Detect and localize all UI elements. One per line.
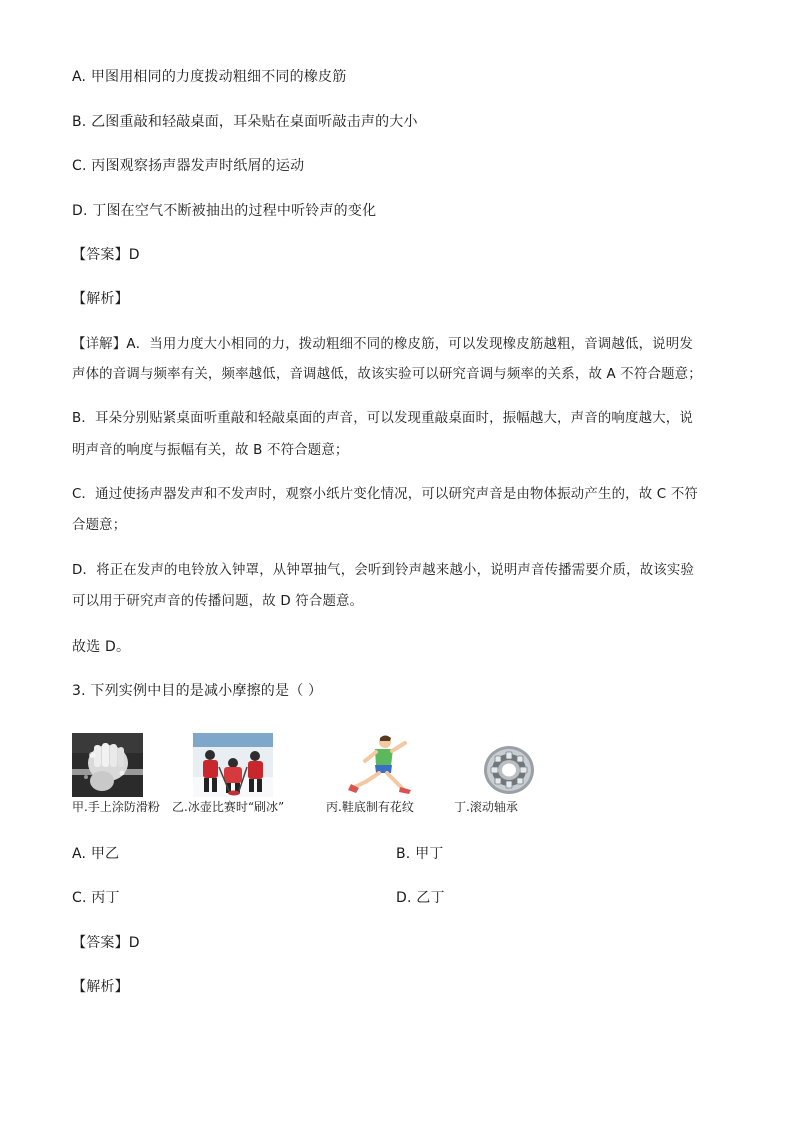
q3-stem: 3. 下列实例中目的是减小摩擦的是（ ） xyxy=(72,683,323,699)
q2-conclusion: 故选 D。 xyxy=(72,639,131,655)
bearing-image xyxy=(482,744,536,796)
q3-option-c: C. 丙丁 xyxy=(72,890,120,906)
curling-image xyxy=(193,733,273,797)
q3-option-d: D. 乙丁 xyxy=(396,890,445,906)
q2-answer: 【答案】D xyxy=(72,247,140,263)
q2-detail-a-line1: 【详解】A．当用力度大小相同的力，拨动粗细不同的橡皮筋，可以发现橡皮筋越粗，音调越低，说明发 xyxy=(72,337,693,352)
q3-analysis-label: 【解析】 xyxy=(72,979,129,995)
caption-bing: 丙.鞋底制有花纹 xyxy=(326,800,414,814)
q2-detail-c-line2: 合题意； xyxy=(72,518,127,533)
caption-jia: 甲.手上涂防滑粉 xyxy=(72,800,160,814)
q2-option-d: D. 丁图在空气不断被抽出的过程中听铃声的变化 xyxy=(72,203,377,219)
q3-option-b: B. 甲丁 xyxy=(396,846,444,862)
q2-detail-b-line1: B．耳朵分别贴紧桌面听重敲和轻敲桌面的声音，可以发现重敲桌面时，振幅越大，声音的响度越大，说 xyxy=(72,411,693,426)
q2-option-a: A. 甲图用相同的力度拨动粗细不同的橡皮筋 xyxy=(72,69,347,85)
q2-option-c: C. 丙图观察扬声器发声时纸屑的运动 xyxy=(72,158,305,174)
q2-detail-a-line2: 声体的音调与频率有关，频率越低，音调越低，故该实验可以研究音调与频率的关系，故 A 不符合题意； xyxy=(72,367,702,382)
q3-option-a: A. 甲乙 xyxy=(72,846,120,862)
q2-detail-d-line1: D．将正在发声的电铃放入钟罩，从钟罩抽气，会听到铃声越来越小，说明声音传播需要介质，故该实验 xyxy=(72,563,695,578)
runner-image xyxy=(345,733,415,797)
q3-answer: 【答案】D xyxy=(72,935,140,951)
q2-option-b: B. 乙图重敲和轻敲桌面，耳朵贴在桌面听敲击声的大小 xyxy=(72,114,418,130)
q2-analysis-label: 【解析】 xyxy=(72,291,129,307)
q2-detail-b-line2: 明声音的响度与振幅有关，故 B 不符合题意； xyxy=(72,443,349,458)
q2-detail-d-line2: 可以用于研究声音的传播问题，故 D 符合题意。 xyxy=(72,594,364,609)
caption-ding: 丁.滚动轴承 xyxy=(454,800,518,814)
hand-powder-image xyxy=(72,733,143,797)
q2-detail-c-line1: C．通过使扬声器发声和不发声时，观察小纸片变化情况，可以研究声音是由物体振动产生的，故 C 不符 xyxy=(72,487,698,502)
caption-yi: 乙.冰壶比赛时“刷冰” xyxy=(172,800,285,814)
